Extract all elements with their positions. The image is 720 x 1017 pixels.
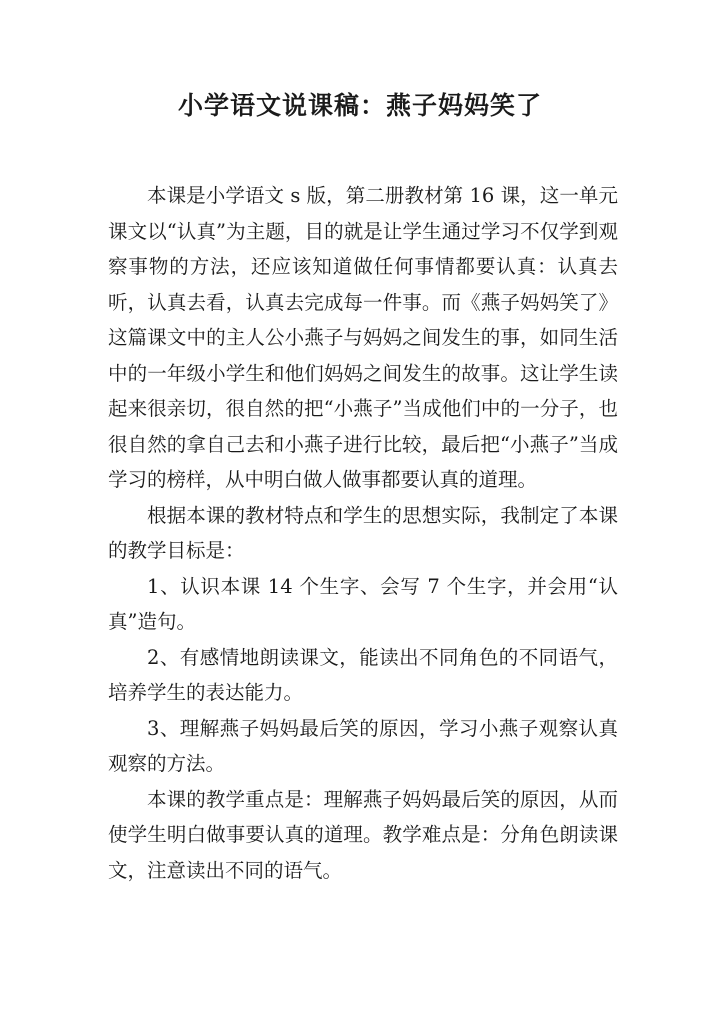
paragraph-intro: 本课是小学语文 s 版，第二册教材第 16 课，这一单元课文以“认真”为主题，目的就是让学生通过学习不仅学到观察事物的方法，还应该知道做任何事情都要认真：认真去听，认真去看，认真去完成每一件事。而《燕子妈妈笑了》这篇课文中的主人公小燕子与妈妈之间发生的事，如同生活中的一年级小学生和他们妈妈之间发生的故事。这让学生读起来很亲切，很自然的把“小燕子”当成他们中的一分子，也很自然的拿自己去和小燕子进行比较，最后把“小燕子”当成学习的榜样，从中明白做人做事都要认真的道理。 [108,184,618,491]
paragraph-key-points: 本课的教学重点是：理解燕子妈妈最后笑的原因，从而使学生明白做事要认真的道理。教学难点是：分角色朗读课文，注意读出不同的语气。 [108,787,618,882]
paragraph-objective-1: 1、认识本课 14 个生字、会写 7 个生字，并会用“认真”造句。 [108,574,618,633]
paragraph-objective-2: 2、有感情地朗读课文，能读出不同角色的不同语气，培养学生的表达能力。 [108,645,618,704]
document-title: 小学语文说课稿：燕子妈妈笑了 [177,91,542,120]
paragraph-objective-3: 3、理解燕子妈妈最后笑的原因，学习小燕子观察认真观察的方法。 [108,716,618,775]
document-body [108,178,618,888]
paragraph-objectives-lead: 根据本课的教材特点和学生的思想实际，我制定了本课的教学目标是： [108,503,618,562]
